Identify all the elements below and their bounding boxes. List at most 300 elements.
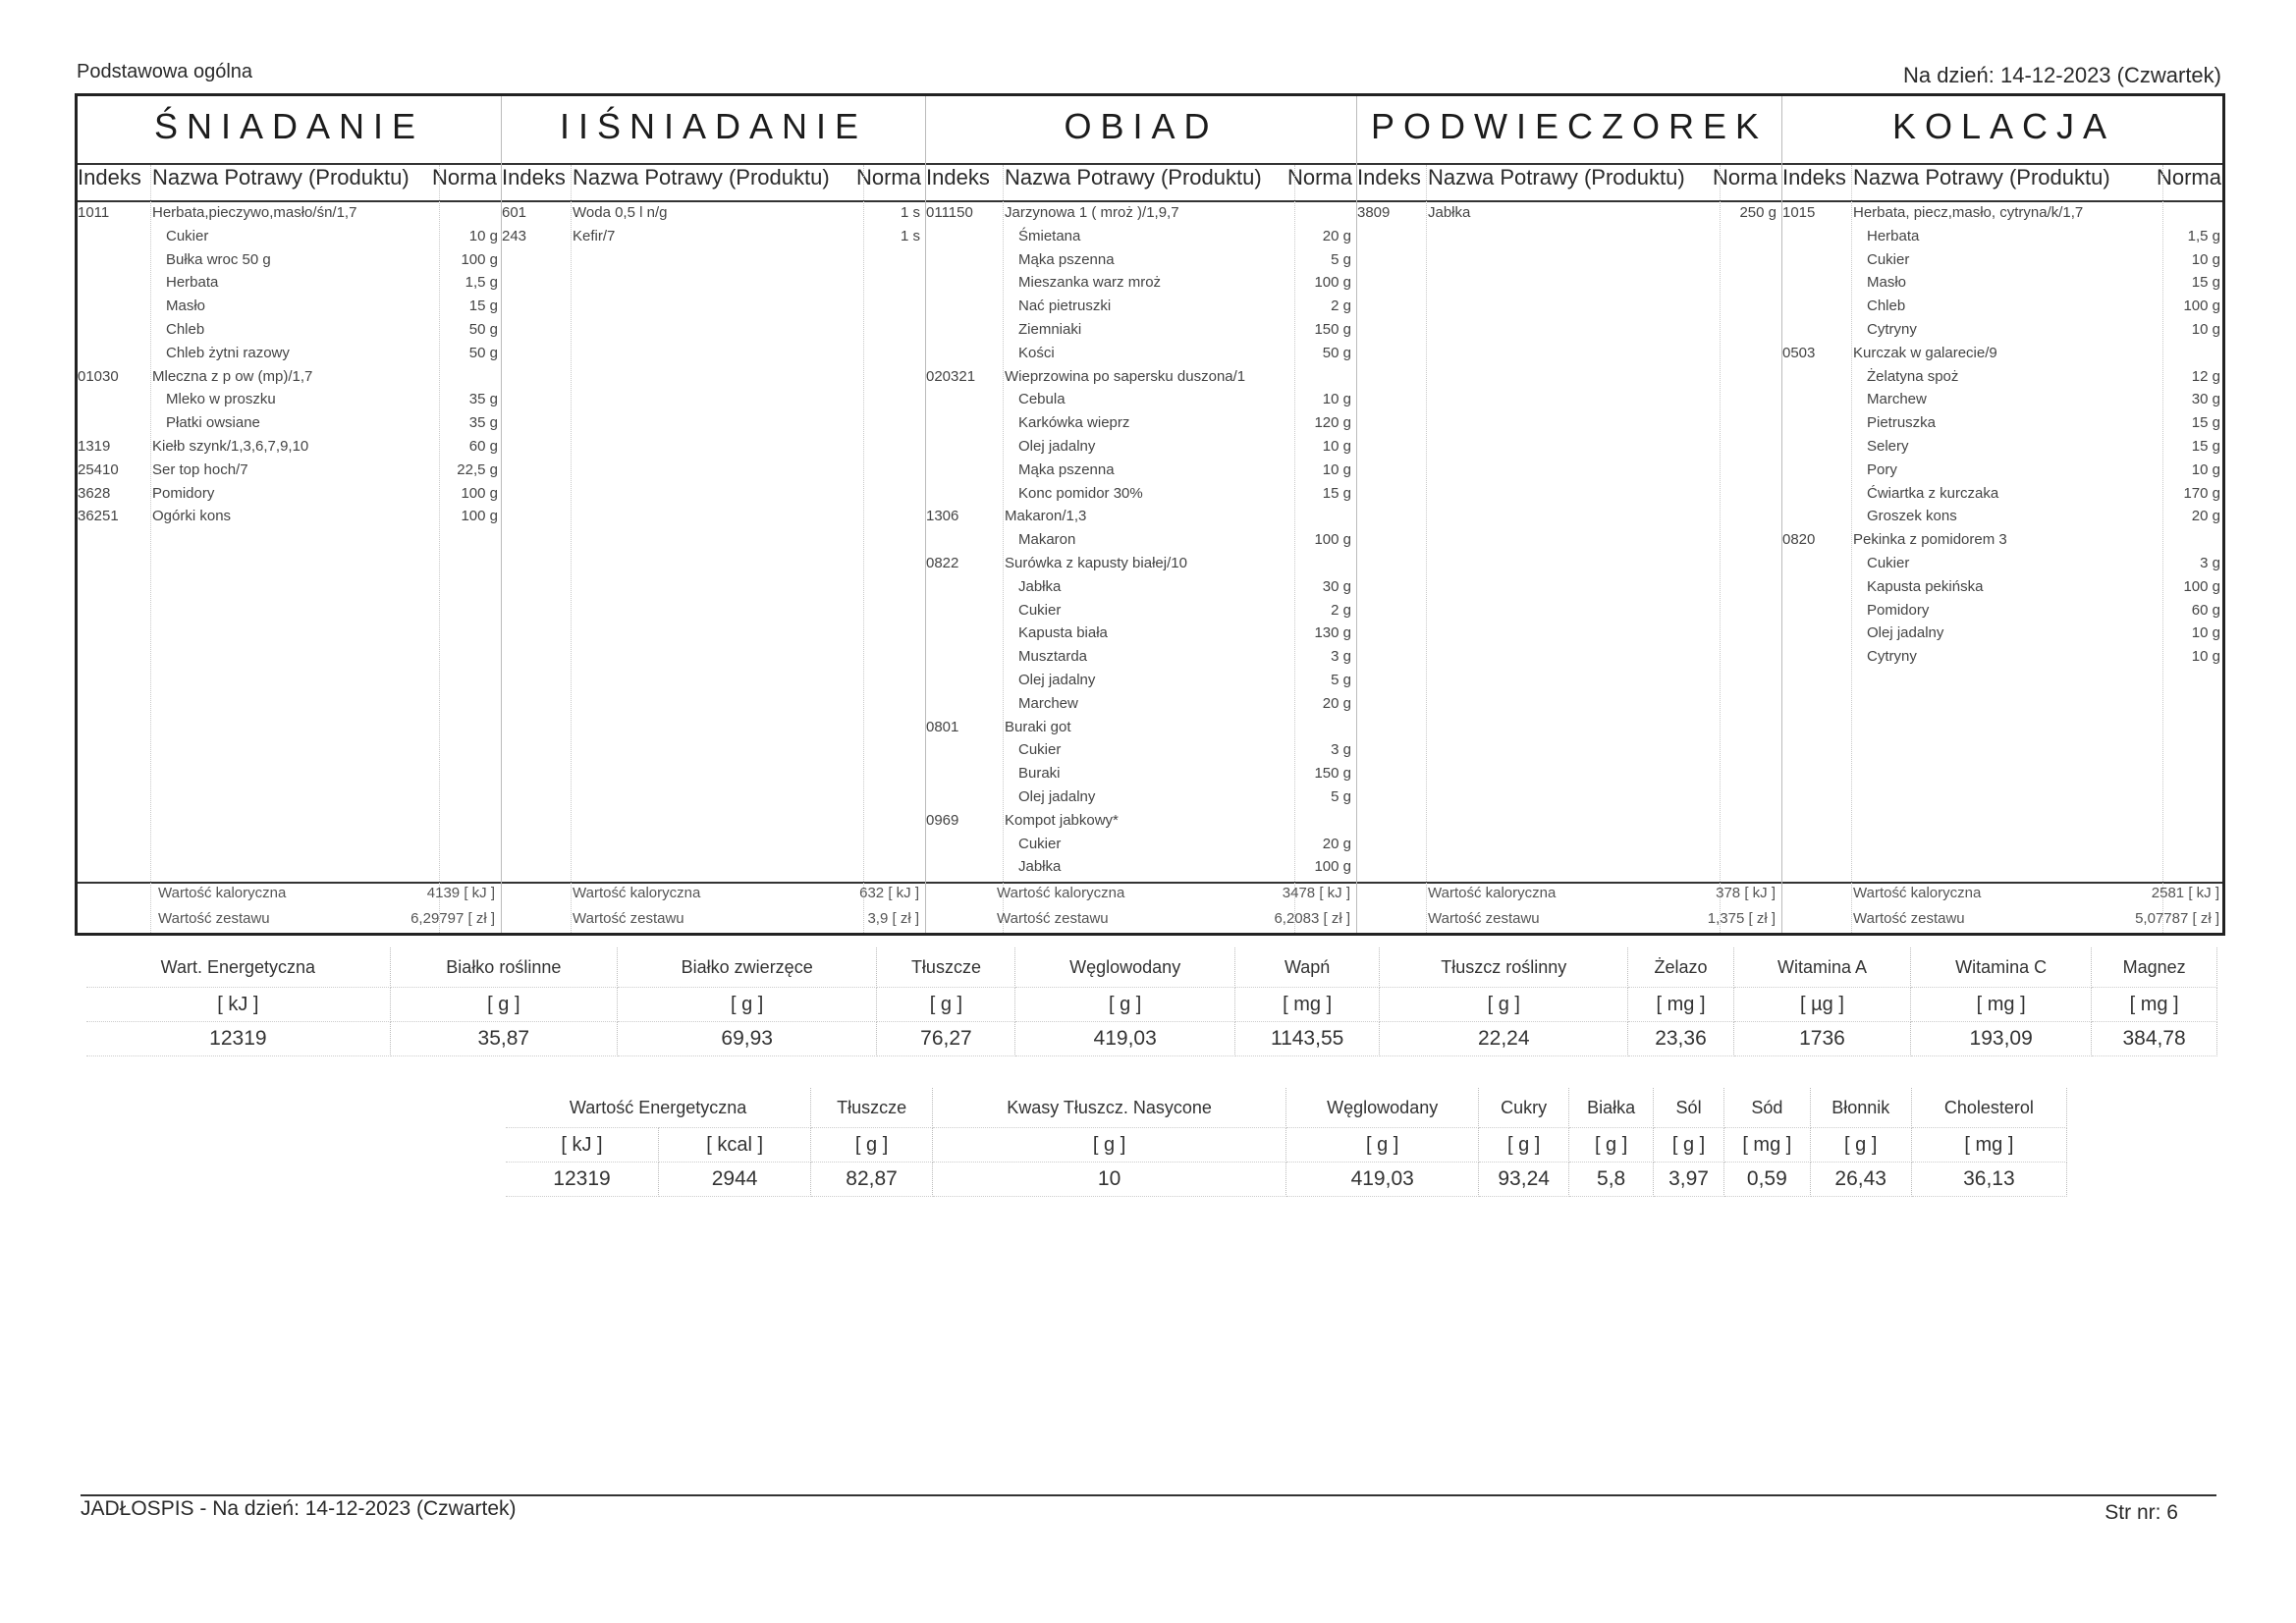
nutrient-header: Sól	[1654, 1088, 1724, 1128]
column-separator	[1426, 165, 1427, 933]
dish-index: 243	[502, 227, 527, 244]
diet-type: Podstawowa ogólna	[77, 61, 253, 82]
dish-row	[926, 414, 1357, 438]
dish-row	[78, 298, 502, 321]
ingredient-name: Chleb	[166, 321, 205, 338]
dish-row	[78, 461, 502, 485]
meal-title: ŚNIADANIE	[153, 106, 425, 146]
ingredient-name: Cytryny	[1867, 648, 1917, 666]
set-value-label: Wartość zestawu	[1853, 910, 1965, 927]
dish-row	[926, 648, 1357, 672]
dish-row	[926, 812, 1357, 836]
nutrient-value: 5,8	[1569, 1163, 1654, 1197]
dish-norm: 50 g	[468, 344, 498, 361]
nutrient-header: Węglowodany	[1286, 1088, 1479, 1128]
dish-index: 601	[502, 204, 527, 221]
nutrition-table-2	[506, 1088, 2067, 1197]
dish-row	[1782, 485, 2225, 509]
ingredient-name: Cytryny	[1867, 321, 1917, 338]
dish-index: 011150	[926, 204, 973, 221]
dish-row	[926, 788, 1357, 812]
nutrient-value: 82,87	[811, 1163, 933, 1197]
dish-row	[926, 858, 1357, 882]
dish-row	[926, 438, 1357, 461]
dish-row	[1782, 321, 2225, 345]
ingredient-name: Kości	[1018, 344, 1055, 361]
dish-name: Jabłka	[1428, 204, 1471, 221]
footer-divider	[81, 1494, 2216, 1496]
ingredient-name: Chleb żytni razowy	[166, 344, 290, 361]
ingredient-name: Herbata	[1867, 227, 1920, 244]
nutrient-header: Magnez	[2092, 947, 2217, 988]
dish-norm: 35 g	[468, 414, 498, 432]
dish-row	[78, 368, 502, 392]
dish-norm: 10 g	[468, 227, 498, 244]
ingredient-name: Pory	[1867, 460, 1897, 478]
dish-norm: 2 g	[1331, 601, 1351, 619]
dish-name: Herbata,pieczywo,masło/śn/1,7	[152, 204, 357, 221]
dish-norm: 20 g	[1322, 694, 1351, 712]
nutrient-value: 0,59	[1724, 1163, 1811, 1197]
ingredient-name: Płatki owsiane	[166, 414, 260, 432]
nutrient-header: Błonnik	[1810, 1088, 1911, 1128]
nutrient-header: Tłuszcze	[877, 947, 1015, 988]
col-header-name: Nazwa Potrawy (Produktu)	[1005, 165, 1262, 189]
dish-norm: 10 g	[2191, 250, 2220, 268]
nutrient-unit: [ mg ]	[2092, 988, 2217, 1022]
dish-row	[926, 274, 1357, 298]
dish-norm: 50 g	[468, 321, 498, 338]
nutrient-unit: [ kcal ]	[659, 1128, 811, 1163]
calorie-value: 632 [ kJ ]	[859, 885, 919, 901]
nutrient-header: Cukry	[1479, 1088, 1569, 1128]
dish-row	[1782, 204, 2225, 228]
nutrient-value: 3,97	[1654, 1163, 1724, 1197]
nutrient-header: Węglowodany	[1015, 947, 1234, 988]
ingredient-name: Konc pomidor 30%	[1018, 484, 1143, 502]
dish-name: Ser top hoch/7	[152, 460, 248, 478]
nutrient-value: 22,24	[1380, 1022, 1628, 1056]
set-value: 5,07787 [ zł ]	[2135, 910, 2219, 927]
dish-name: Makaron/1,3	[1005, 508, 1087, 525]
dish-row	[78, 414, 502, 438]
nutrient-unit: [ mg ]	[1234, 988, 1380, 1022]
dish-name: Herbata, piecz,masło, cytryna/k/1,7	[1853, 204, 2084, 221]
nutrient-header: Kwasy Tłuszcz. Nasycone	[932, 1088, 1285, 1128]
dish-norm: 20 g	[1322, 227, 1351, 244]
dish-index: 0969	[926, 811, 959, 829]
dish-index: 25410	[78, 460, 119, 478]
ingredient-name: Selery	[1867, 438, 1909, 455]
calorie-label: Wartość kaloryczna	[573, 885, 701, 901]
col-header-index: Indeks	[926, 165, 990, 189]
ingredient-name: Jabłka	[1018, 858, 1062, 876]
dish-index: 0503	[1782, 344, 1816, 361]
dish-norm: 130 g	[1314, 624, 1351, 642]
nutrient-unit: [ g ]	[932, 1128, 1285, 1163]
nutrient-unit: [ g ]	[1286, 1128, 1479, 1163]
dish-norm: 150 g	[1314, 765, 1351, 783]
set-value: 6,2083 [ zł ]	[1274, 910, 1350, 927]
nutrient-unit: [ g ]	[1654, 1128, 1724, 1163]
ingredient-name: Herbata	[166, 274, 219, 292]
meal-title: OBIAD	[1064, 106, 1219, 146]
dish-name: Kompot jabkowy*	[1005, 811, 1119, 829]
ingredient-name: Masło	[166, 298, 206, 315]
set-value-label: Wartość zestawu	[997, 910, 1109, 927]
col-header-index: Indeks	[1357, 165, 1421, 189]
set-value-label: Wartość zestawu	[1428, 910, 1540, 927]
nutrient-value: 12319	[86, 1022, 390, 1056]
nutrient-value: 23,36	[1628, 1022, 1734, 1056]
set-value: 6,29797 [ zł ]	[410, 910, 495, 927]
dish-norm: 150 g	[1314, 321, 1351, 338]
dish-norm: 30 g	[2191, 391, 2220, 408]
ingredient-name: Cebula	[1018, 391, 1066, 408]
dish-norm: 22,5 g	[457, 460, 498, 478]
nutrient-value: 36,13	[1911, 1163, 2066, 1197]
dish-norm: 20 g	[1322, 835, 1351, 852]
col-header-norm: Norma	[431, 165, 497, 189]
nutrient-value: 10	[932, 1163, 1285, 1197]
dish-index: 1015	[1782, 204, 1816, 221]
ingredient-name: Bułka wroc 50 g	[166, 250, 271, 268]
ingredient-name: Buraki	[1018, 765, 1061, 783]
dish-norm: 100 g	[2183, 577, 2220, 595]
col-header-norm: Norma	[855, 165, 921, 189]
dish-norm: 100 g	[1314, 274, 1351, 292]
dish-norm: 10 g	[1322, 460, 1351, 478]
dish-name: Pekinka z pomidorem 3	[1853, 531, 2007, 549]
nutrient-unit: [ g ]	[1380, 988, 1628, 1022]
nutrient-header: Witamina C	[1911, 947, 2092, 988]
nutrient-header: Wapń	[1234, 947, 1380, 988]
calorie-label: Wartość kaloryczna	[997, 885, 1125, 901]
nutrient-unit: [ g ]	[1569, 1128, 1654, 1163]
dish-row	[926, 391, 1357, 414]
ingredient-name: Musztarda	[1018, 648, 1088, 666]
dish-norm: 3 g	[1331, 741, 1351, 759]
dish-row	[926, 836, 1357, 859]
col-header-norm: Norma	[2156, 165, 2221, 189]
nutrient-unit: [ g ]	[1479, 1128, 1569, 1163]
dish-row	[926, 508, 1357, 531]
ingredient-name: Groszek kons	[1867, 508, 1957, 525]
dish-name: Ogórki kons	[152, 508, 232, 525]
dish-norm: 10 g	[1322, 438, 1351, 455]
col-header-index: Indeks	[1782, 165, 1846, 189]
dish-name: Buraki got	[1005, 718, 1071, 735]
dish-row	[1782, 391, 2225, 414]
ingredient-name: Mieszanka warz mroż	[1018, 274, 1162, 292]
dish-norm: 12 g	[2191, 367, 2220, 385]
dish-row	[926, 204, 1357, 228]
nutrient-value: 76,27	[877, 1022, 1015, 1056]
ingredient-name: Mąka pszenna	[1018, 250, 1115, 268]
dish-row	[78, 508, 502, 531]
nutrient-header: Białka	[1569, 1088, 1654, 1128]
dish-row	[1782, 555, 2225, 578]
dish-row	[1782, 251, 2225, 275]
set-value-label: Wartość zestawu	[573, 910, 684, 927]
dish-row	[78, 485, 502, 509]
column-separator	[863, 165, 864, 933]
dish-index: 0801	[926, 718, 959, 735]
dish-norm: 10 g	[2191, 624, 2220, 642]
ingredient-name: Cukier	[1018, 835, 1062, 852]
nutrition-table-1	[86, 947, 2217, 1056]
nutrient-value: 193,09	[1911, 1022, 2092, 1056]
meal-column	[1357, 96, 1782, 933]
ingredient-name: Chleb	[1867, 298, 1906, 315]
dish-row	[926, 602, 1357, 625]
dish-row	[502, 228, 926, 251]
nutrient-unit: [ mg ]	[1911, 988, 2092, 1022]
dish-name: Kiełb szynk/1,3,6,7,9,10	[152, 438, 309, 455]
dish-index: 3628	[78, 484, 111, 502]
nutrient-header: Tłuszcze	[811, 1088, 933, 1128]
dish-norm: 60 g	[2191, 601, 2220, 619]
dish-row	[1782, 368, 2225, 392]
dish-row	[1782, 274, 2225, 298]
dish-norm: 35 g	[468, 391, 498, 408]
nutrient-header: Białko roślinne	[390, 947, 617, 988]
dish-row	[926, 741, 1357, 765]
dish-norm: 3 g	[2200, 555, 2220, 571]
dish-norm: 100 g	[461, 484, 498, 502]
ingredient-name: Mleko w proszku	[166, 391, 276, 408]
dish-name: Kurczak w galarecie/9	[1853, 344, 1997, 361]
nutrient-value: 2944	[659, 1163, 811, 1197]
set-value: 3,9 [ zł ]	[867, 910, 919, 927]
nutrient-header: Wartość Energetyczna	[506, 1088, 811, 1128]
dish-row	[1782, 602, 2225, 625]
ingredient-name: Marchew	[1867, 391, 1927, 408]
dish-index: 36251	[78, 508, 119, 525]
dish-row	[78, 438, 502, 461]
dish-norm: 100 g	[461, 250, 498, 268]
nutrient-header: Sód	[1724, 1088, 1811, 1128]
ingredient-name: Olej jadalny	[1867, 624, 1944, 642]
dish-row	[78, 251, 502, 275]
dish-row	[78, 321, 502, 345]
dish-norm: 20 g	[2191, 508, 2220, 525]
nutrient-value: 419,03	[1015, 1022, 1234, 1056]
nutrient-header: Tłuszcz roślinny	[1380, 947, 1628, 988]
dish-row	[926, 695, 1357, 719]
calorie-label: Wartość kaloryczna	[1853, 885, 1982, 901]
nutrient-value: 1736	[1733, 1022, 1910, 1056]
dish-row	[926, 719, 1357, 742]
meal-column	[1782, 96, 2225, 933]
dish-norm: 10 g	[2191, 460, 2220, 478]
set-value-label: Wartość zestawu	[158, 910, 270, 927]
nutrient-unit: [ kJ ]	[506, 1128, 659, 1163]
dish-row	[1357, 204, 1782, 228]
col-header-norm: Norma	[1286, 165, 1352, 189]
nutrient-value: 12319	[506, 1163, 659, 1197]
nutrient-header: Cholesterol	[1911, 1088, 2066, 1128]
nutrient-value: 26,43	[1810, 1163, 1911, 1197]
dish-row	[78, 228, 502, 251]
col-header-name: Nazwa Potrawy (Produktu)	[152, 165, 410, 189]
nutrient-unit: [ µg ]	[1733, 988, 1910, 1022]
dish-norm: 100 g	[461, 508, 498, 525]
dish-norm: 1,5 g	[2187, 227, 2220, 244]
ingredient-name: Mąka pszenna	[1018, 460, 1115, 478]
ingredient-name: Olej jadalny	[1018, 788, 1096, 805]
dish-norm: 1 s	[900, 227, 920, 244]
dish-row	[78, 391, 502, 414]
calorie-value: 378 [ kJ ]	[1716, 885, 1776, 901]
dish-norm: 170 g	[2183, 484, 2220, 502]
col-header-norm: Norma	[1712, 165, 1777, 189]
dish-norm: 15 g	[468, 298, 498, 315]
ingredient-name: Marchew	[1018, 694, 1078, 712]
dish-name: Jarzynowa 1 ( mroż )/1,9,7	[1005, 204, 1179, 221]
dish-row	[1782, 461, 2225, 485]
dish-row	[926, 228, 1357, 251]
dish-row	[1782, 578, 2225, 602]
ingredient-name: Kapusta pekińska	[1867, 577, 1984, 595]
set-value: 1,375 [ zł ]	[1707, 910, 1776, 927]
dish-row	[1782, 624, 2225, 648]
nutrient-value: 419,03	[1286, 1163, 1479, 1197]
meal-title: KOLACJA	[1891, 106, 2116, 146]
ingredient-name: Cukier	[1018, 741, 1062, 759]
ingredient-name: Pomidory	[1867, 601, 1930, 619]
dish-index: 1319	[78, 438, 111, 455]
dish-norm: 1 s	[900, 204, 920, 221]
dish-norm: 1,5 g	[465, 274, 498, 292]
dish-index: 3809	[1357, 204, 1391, 221]
ingredient-name: Olej jadalny	[1018, 672, 1096, 688]
dish-row	[1782, 648, 2225, 672]
ingredient-name: Nać pietruszki	[1018, 298, 1112, 315]
dish-norm: 30 g	[1322, 577, 1351, 595]
dish-norm: 15 g	[1322, 484, 1351, 502]
nutrient-value: 1143,55	[1234, 1022, 1380, 1056]
dish-row	[78, 345, 502, 368]
nutrient-header: Witamina A	[1733, 947, 1910, 988]
nutrient-value: 69,93	[617, 1022, 877, 1056]
column-separator	[1720, 165, 1721, 933]
ingredient-name: Cukier	[1867, 555, 1910, 571]
ingredient-name: Makaron	[1018, 531, 1076, 549]
ingredient-name: Cukier	[1867, 250, 1910, 268]
dish-index: 020321	[926, 367, 976, 385]
dish-row	[926, 345, 1357, 368]
ingredient-name: Pietruszka	[1867, 414, 1937, 432]
dish-row	[926, 624, 1357, 648]
dish-row	[926, 298, 1357, 321]
dish-row	[502, 204, 926, 228]
col-header-name: Nazwa Potrawy (Produktu)	[1853, 165, 2110, 189]
ingredient-name: Masło	[1867, 274, 1907, 292]
col-header-name: Nazwa Potrawy (Produktu)	[1428, 165, 1685, 189]
dish-norm: 3 g	[1331, 648, 1351, 666]
dish-row	[926, 765, 1357, 788]
dish-norm: 50 g	[1322, 344, 1351, 361]
nutrient-unit: [ g ]	[811, 1128, 933, 1163]
dish-row	[1782, 438, 2225, 461]
calorie-label: Wartość kaloryczna	[1428, 885, 1557, 901]
dish-norm: 2 g	[1331, 298, 1351, 315]
dish-row	[926, 321, 1357, 345]
dish-row	[78, 274, 502, 298]
dish-norm: 10 g	[1322, 391, 1351, 408]
nutrient-unit: [ mg ]	[1724, 1128, 1811, 1163]
ingredient-name: Ćwiartka z kurczaka	[1867, 484, 1999, 502]
dish-norm: 100 g	[1314, 531, 1351, 549]
dish-norm: 15 g	[2191, 438, 2220, 455]
ingredient-name: Ziemniaki	[1018, 321, 1082, 338]
dish-index: 0822	[926, 555, 959, 571]
nutrient-unit: [ mg ]	[1911, 1128, 2066, 1163]
ingredient-name: Jabłka	[1018, 577, 1062, 595]
calorie-value: 2581 [ kJ ]	[2151, 885, 2219, 901]
nutrient-unit: [ g ]	[877, 988, 1015, 1022]
page-number: Str nr: 6	[2105, 1501, 2178, 1524]
dish-index: 01030	[78, 367, 119, 385]
dish-name: Wieprzowina po sapersku duszona/1	[1005, 367, 1246, 385]
dish-name: Surówka z kapusty białej/10	[1005, 555, 1187, 571]
dish-norm: 5 g	[1331, 250, 1351, 268]
nutrient-unit: [ g ]	[1810, 1128, 1911, 1163]
nutrient-header: Żelazo	[1628, 947, 1734, 988]
dish-row	[1782, 414, 2225, 438]
dish-row	[926, 555, 1357, 578]
nutrient-value: 35,87	[390, 1022, 617, 1056]
dish-row	[926, 578, 1357, 602]
column-separator	[571, 165, 572, 933]
meal-column	[926, 96, 1357, 933]
ingredient-name: Karkówka wieprz	[1018, 414, 1130, 432]
dish-name: Mleczna z p ow (mp)/1,7	[152, 367, 313, 385]
ingredient-name: Cukier	[1018, 601, 1062, 619]
nutrient-unit: [ mg ]	[1628, 988, 1734, 1022]
dish-row	[926, 672, 1357, 695]
col-header-name: Nazwa Potrawy (Produktu)	[573, 165, 830, 189]
footer-title: JADŁOSPIS - Na dzień: 14-12-2023 (Czwartek)	[81, 1497, 517, 1520]
nutrient-value: 384,78	[2092, 1022, 2217, 1056]
dish-norm: 60 g	[468, 438, 498, 455]
dish-row	[1782, 508, 2225, 531]
ingredient-name: Śmietana	[1018, 227, 1081, 244]
dish-norm: 120 g	[1314, 414, 1351, 432]
ingredient-name: Cukier	[166, 227, 209, 244]
ingredient-name: Kapusta biała	[1018, 624, 1108, 642]
meal-title: PODWIECZOREK	[1370, 106, 1768, 146]
dish-row	[1782, 531, 2225, 555]
meal-column	[78, 96, 502, 933]
menu-table	[75, 93, 2225, 936]
dish-name: Woda 0,5 l n/g	[573, 204, 668, 221]
dish-row	[926, 461, 1357, 485]
dish-name: Pomidory	[152, 484, 215, 502]
dish-norm: 5 g	[1331, 788, 1351, 805]
ingredient-name: Olej jadalny	[1018, 438, 1096, 455]
dish-name: Kefir/7	[573, 227, 616, 244]
meal-title: IIŚNIADANIE	[559, 106, 868, 146]
dish-row	[926, 485, 1357, 509]
nutrient-unit: [ kJ ]	[86, 988, 390, 1022]
col-header-index: Indeks	[78, 165, 141, 189]
meal-column	[502, 96, 926, 933]
dish-norm: 15 g	[2191, 414, 2220, 432]
dish-norm: 5 g	[1331, 672, 1351, 688]
col-header-index: Indeks	[502, 165, 566, 189]
